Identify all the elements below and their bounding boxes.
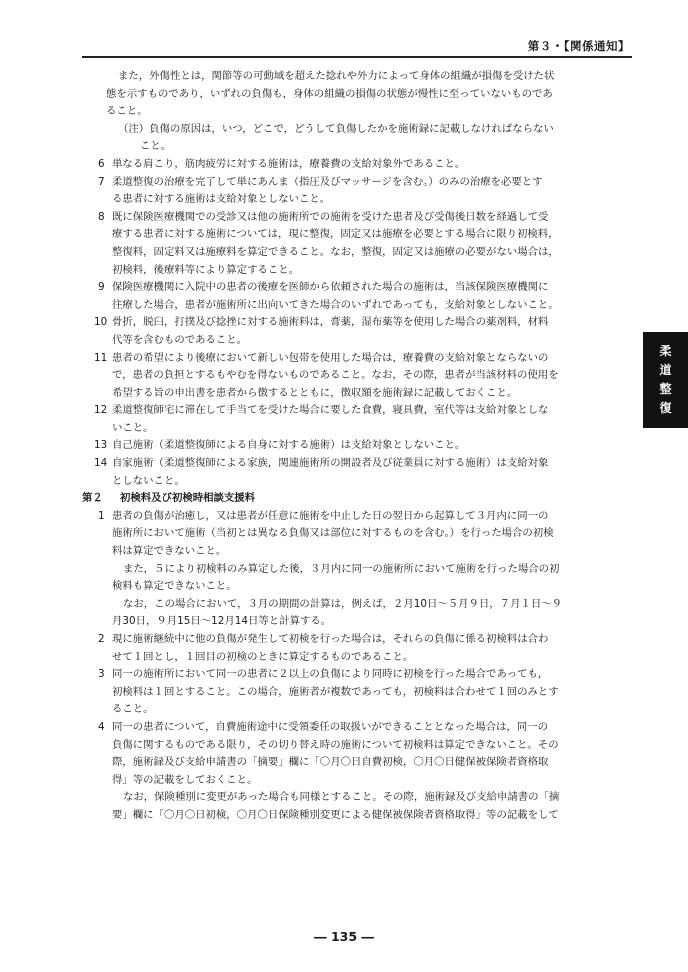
text-line: 自己施術（柔道整復師による自身に対する施術）は支給対象としないこと。: [112, 439, 466, 452]
text-line: なお，保険種別に変更があった場合も同様とすること。その際，施術録及び支給申請書の「摘: [123, 791, 560, 804]
text-line: また，５により初検料のみ算定した後，３月内に同一の施術所において施術を行った場合の初: [123, 562, 560, 575]
item-number: 13: [94, 439, 108, 452]
list-item: [82, 314, 632, 349]
list-item: [82, 402, 632, 437]
text-line: 既に保険医療機関での受診又は他の施術所での施術を受けた患者及び受傷後日数を経過して受: [112, 210, 549, 223]
text-line: 得」等の記載をしておくこと。: [112, 773, 258, 786]
text-line: 柔道整復の治療を完了して単にあんま（指圧及びマッサージを含む。）のみの治療を必要とす: [112, 175, 543, 188]
text-line: で，患者の負担とするもやむを得ないものであること。なお，その際，患者が当該材料の使用を: [112, 369, 559, 382]
text-line: ること。: [106, 105, 148, 118]
side-tab-char: 柔: [659, 344, 672, 358]
text-line: 同一の患者について，自費施術途中に受領委任の取扱いができることとなった場合は，同一の: [112, 720, 548, 733]
text-line: 柔道整復師宅に滞在して手当てを受けた場合に要した食費，寝具費，室代等は支給対象としな: [112, 404, 549, 417]
section-title: 初検料及び初検時相談支援料: [120, 492, 256, 505]
list-item: [82, 279, 632, 314]
item-number: 6: [98, 157, 105, 170]
list-item: [82, 156, 632, 174]
side-tab-char: 整: [659, 382, 672, 396]
item-number: 8: [98, 210, 105, 223]
text-line: 患者の希望により後療において新しい包帯を使用した場合は，療養費の支給対象とならないの: [112, 351, 549, 364]
text-line: 単なる肩こり，筋肉疲労に対する施術は，療養費の支給対象外であること。: [112, 157, 466, 170]
list-item: [82, 209, 632, 279]
text-line: としないこと。: [112, 474, 185, 487]
text-line: 料は算定できないこと。: [112, 545, 227, 558]
text-line: 整復料，固定料又は施療料を算定できること。なお，整復，固定又は施療の必要がない場合は，: [112, 245, 559, 258]
list-item: [82, 719, 632, 825]
text-line: 療する患者に対する施術については，現に整復，固定又は施療を必要とする場合に限り初検料，: [112, 228, 559, 241]
text-line: （注）負傷の原因は，いつ，どこで，どうして負傷したかを施術録に記載しなければならない: [118, 122, 554, 135]
list-item: [82, 508, 632, 631]
section-side-tab: [643, 332, 688, 428]
text-line: ること。: [112, 703, 154, 716]
text-line: 月30日，９月15日～12月14日等と計算する。: [112, 615, 332, 628]
item-number: 7: [98, 175, 105, 188]
intro-note: [82, 121, 632, 156]
side-tab-char: 復: [659, 401, 672, 415]
item-number: 12: [94, 404, 108, 417]
text-line: 代等を含むものであること。: [112, 333, 248, 346]
document-body: [82, 68, 632, 825]
text-line: 初検料は１回とすること。この場合，施術者が複数であっても，初検料は合わせて１回のみとす: [112, 685, 559, 698]
section-number: 第２: [82, 492, 103, 505]
side-tab-char: 道: [659, 363, 672, 377]
text-line: 要」欄に「〇月〇日初検，〇月〇日保険種別変更による健保被保険者資格取得」等の記載をして: [112, 808, 559, 821]
text-line: いこと。: [112, 421, 154, 434]
text-line: せて１回とし，１回目の初検のときに算定するものであること。: [112, 650, 414, 663]
item-number: 9: [98, 281, 105, 294]
item-number: 14: [94, 457, 108, 470]
text-line: こと。: [140, 140, 172, 153]
text-line: 態を示すものであり，いずれの負傷も，身体の組織の損傷の状態が慢性に至っていないものであ: [106, 87, 553, 100]
item-number: 2: [98, 633, 105, 645]
list-item: [82, 174, 632, 209]
item-number: 1: [98, 509, 105, 522]
text-line: る患者に対する施術は支給対象としないこと。: [112, 193, 331, 206]
text-line: 負傷に関するものである限り，その切り替え時の施術について初検料は算定できないこと。その: [112, 738, 559, 751]
item-number: 3: [98, 668, 105, 681]
list-item: [82, 631, 632, 666]
text-line: 自家施術（柔道整復師による家族，関連施術所の開設者及び従業員に対する施術）は支給対象: [112, 457, 549, 470]
text-line: 検料も算定できないこと。: [112, 580, 237, 593]
list-item: [82, 437, 632, 455]
list-item: [82, 666, 632, 719]
running-header: 第３・【関係通知】: [527, 39, 630, 53]
text-line: 往療した場合，患者が施術所に出向いてきた場合のいずれであっても，支給対象としないこと。: [112, 298, 559, 311]
text-line: 骨折，脱臼，打撲及び捻挫に対する施術料は，膏薬，湿布薬等を使用した場合の薬剤料，材料: [112, 316, 549, 329]
text-line: 希望する旨の申出書を患者から徴するとともに，徴収額を施術録に記載しておくこと。: [112, 386, 518, 399]
text-line: 際，施術録及び支給申請書の「摘要」欄に「〇月〇日自費初検，〇月〇日健保被保険者資格取: [112, 756, 549, 769]
text-line: 同一の施術所において同一の患者に２以上の負傷により同時に初検を行った場合であっても，: [112, 668, 549, 681]
item-number: 10: [94, 316, 108, 329]
text-line: 施術所において施術（当初とは異なる負傷又は部位に対するものを含む。）を行った場合の初検: [112, 527, 554, 540]
intro-paragraph: [82, 68, 632, 121]
text-line: 現に施術継続中に他の負傷が発生して初検を行った場合は，それらの負傷に係る初検料は合わ: [112, 633, 549, 645]
header-rule: [82, 56, 632, 58]
text-line: 保険医療機関に入院中の患者の後療を医師から依頼された場合の施術は，当該保険医療機関に: [112, 281, 549, 294]
list-item: [82, 455, 632, 490]
section-heading: [82, 490, 632, 508]
item-number: 11: [94, 351, 108, 364]
text-line: 初検料，後療料等により算定すること。: [112, 263, 300, 276]
item-number: 4: [98, 720, 105, 733]
page-number: ― 135 ―: [314, 929, 374, 944]
list-item: [82, 350, 632, 403]
text-line: なお，この場合において，３月の期間の計算は，例えば，２月10日～５月９日，７月１日～９: [123, 597, 563, 610]
text-line: 患者の負傷が治癒し，又は患者が任意に施術を中止した日の翌日から起算して３月内に同一の: [112, 509, 549, 522]
text-line: また，外傷性とは，関節等の可動域を超えた捻れや外力によって身体の組織が損傷を受けた状: [118, 70, 555, 82]
